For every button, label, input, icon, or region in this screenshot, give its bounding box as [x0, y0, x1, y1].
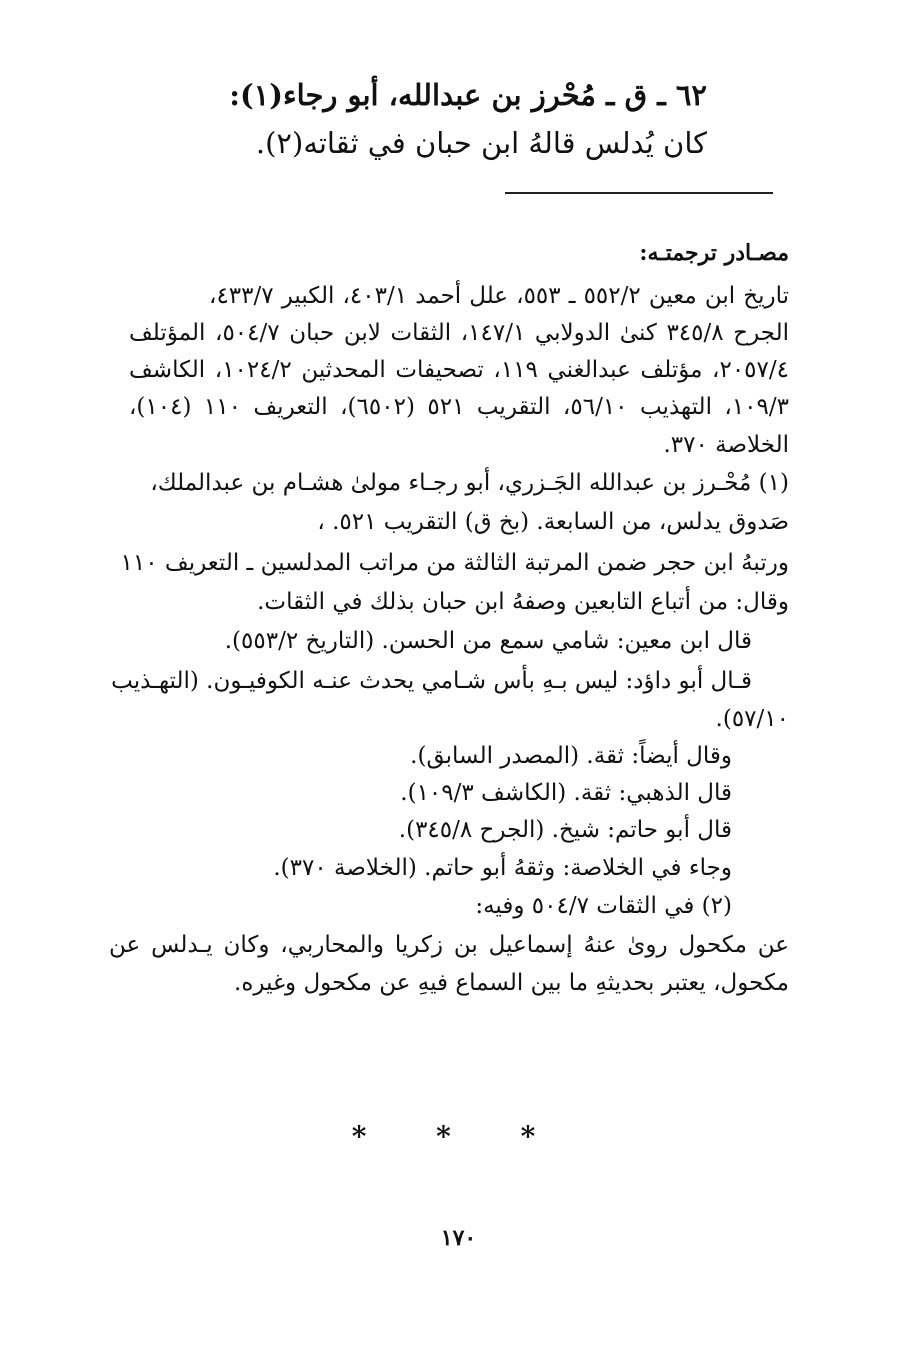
section-end-stars: * * * [351, 1120, 566, 1153]
note-line: عن مكحول روىٰ عنهُ إسماعيل بن زكريا والمحاربي، وكان يـدلس عن [109, 932, 789, 958]
note-line: ورتبهُ ابن حجر ضمن المرتبة الثالثة من مراتب المدلسين ـ التعريف ١١٠ [120, 550, 789, 576]
entry-heading: ٦٢ ـ ق ـ مُحْرز بن عبدالله، أبو رجاء(١): [229, 78, 707, 112]
note-line: ٥٧/١٠). [715, 706, 789, 732]
note-line: قال الذهبي: ثقة. (الكاشف ١٠٩/٣). [400, 780, 732, 806]
sources-title: مصـادر ترجمتـه: [639, 240, 789, 266]
note-line: وقال أيضاً: ثقة. (المصدر السابق). [410, 743, 732, 769]
note-line: قال أبو حاتم: شيخ. (الجرح ٣٤٥/٨). [398, 817, 732, 843]
sources-line: تاريخ ابن معين ٥٥٢/٢ ـ ٥٥٣، علل أحمد ٤٠٣/١، الكبير ٤٣٣/٧، [209, 283, 789, 309]
note-line: مكحول، يعتبر بحديثهِ ما بين السماع فيهِ عن مكحول وغيره. [234, 970, 789, 996]
note-line: (٢) في الثقات ٥٠٤/٧ وفيه: [475, 893, 732, 919]
sources-line: الجرح ٣٤٥/٨ كنىٰ الدولابي ١٤٧/١، الثقات لابن حبان ٥٠٤/٧، المؤتلف [129, 320, 790, 346]
note-line: صَدوق يدلس، من السابعة. (بخ ق) التقريب ٥٢١. ، [317, 509, 789, 535]
note-line: قـال أبو داؤد: ليس بـهِ بأس شـامي يحدث عنـه الكوفيـون. (التهـذيب [111, 668, 752, 694]
note-line: (١) مُحْـرز بن عبدالله الجَـزري، أبو رجـاء مولىٰ هشـام بن عبدالملك، [150, 470, 789, 496]
section-divider [505, 192, 773, 194]
sources-line: ٢٠٥٧/٤، مؤتلف عبدالغني ١١٩، تصحيفات المحدثين ١٠٢٤/٢، الكاشف [129, 357, 789, 383]
entry-statement: كان يُدلس قالهُ ابن حبان في ثقاته(٢). [255, 126, 707, 160]
page-number: ١٧٠ [440, 1225, 477, 1251]
note-line: وقال: من أتباع التابعين وصفهُ ابن حبان بذلك في الثقات. [257, 589, 789, 615]
sources-line: ١٠٩/٣، التهذيب ٥٦/١٠، التقريب ٥٢١ (٦٥٠٢)، التعريف ١١٠ (١٠٤)، [129, 394, 789, 420]
sources-line: الخلاصة ٣٧٠. [663, 432, 789, 458]
note-line: وجاء في الخلاصة: وثقهُ أبو حاتم. (الخلاصة ٣٧٠). [273, 855, 732, 881]
note-line: قال ابن معين: شامي سمع من الحسن. (التاريخ ٥٥٣/٢). [224, 628, 752, 654]
